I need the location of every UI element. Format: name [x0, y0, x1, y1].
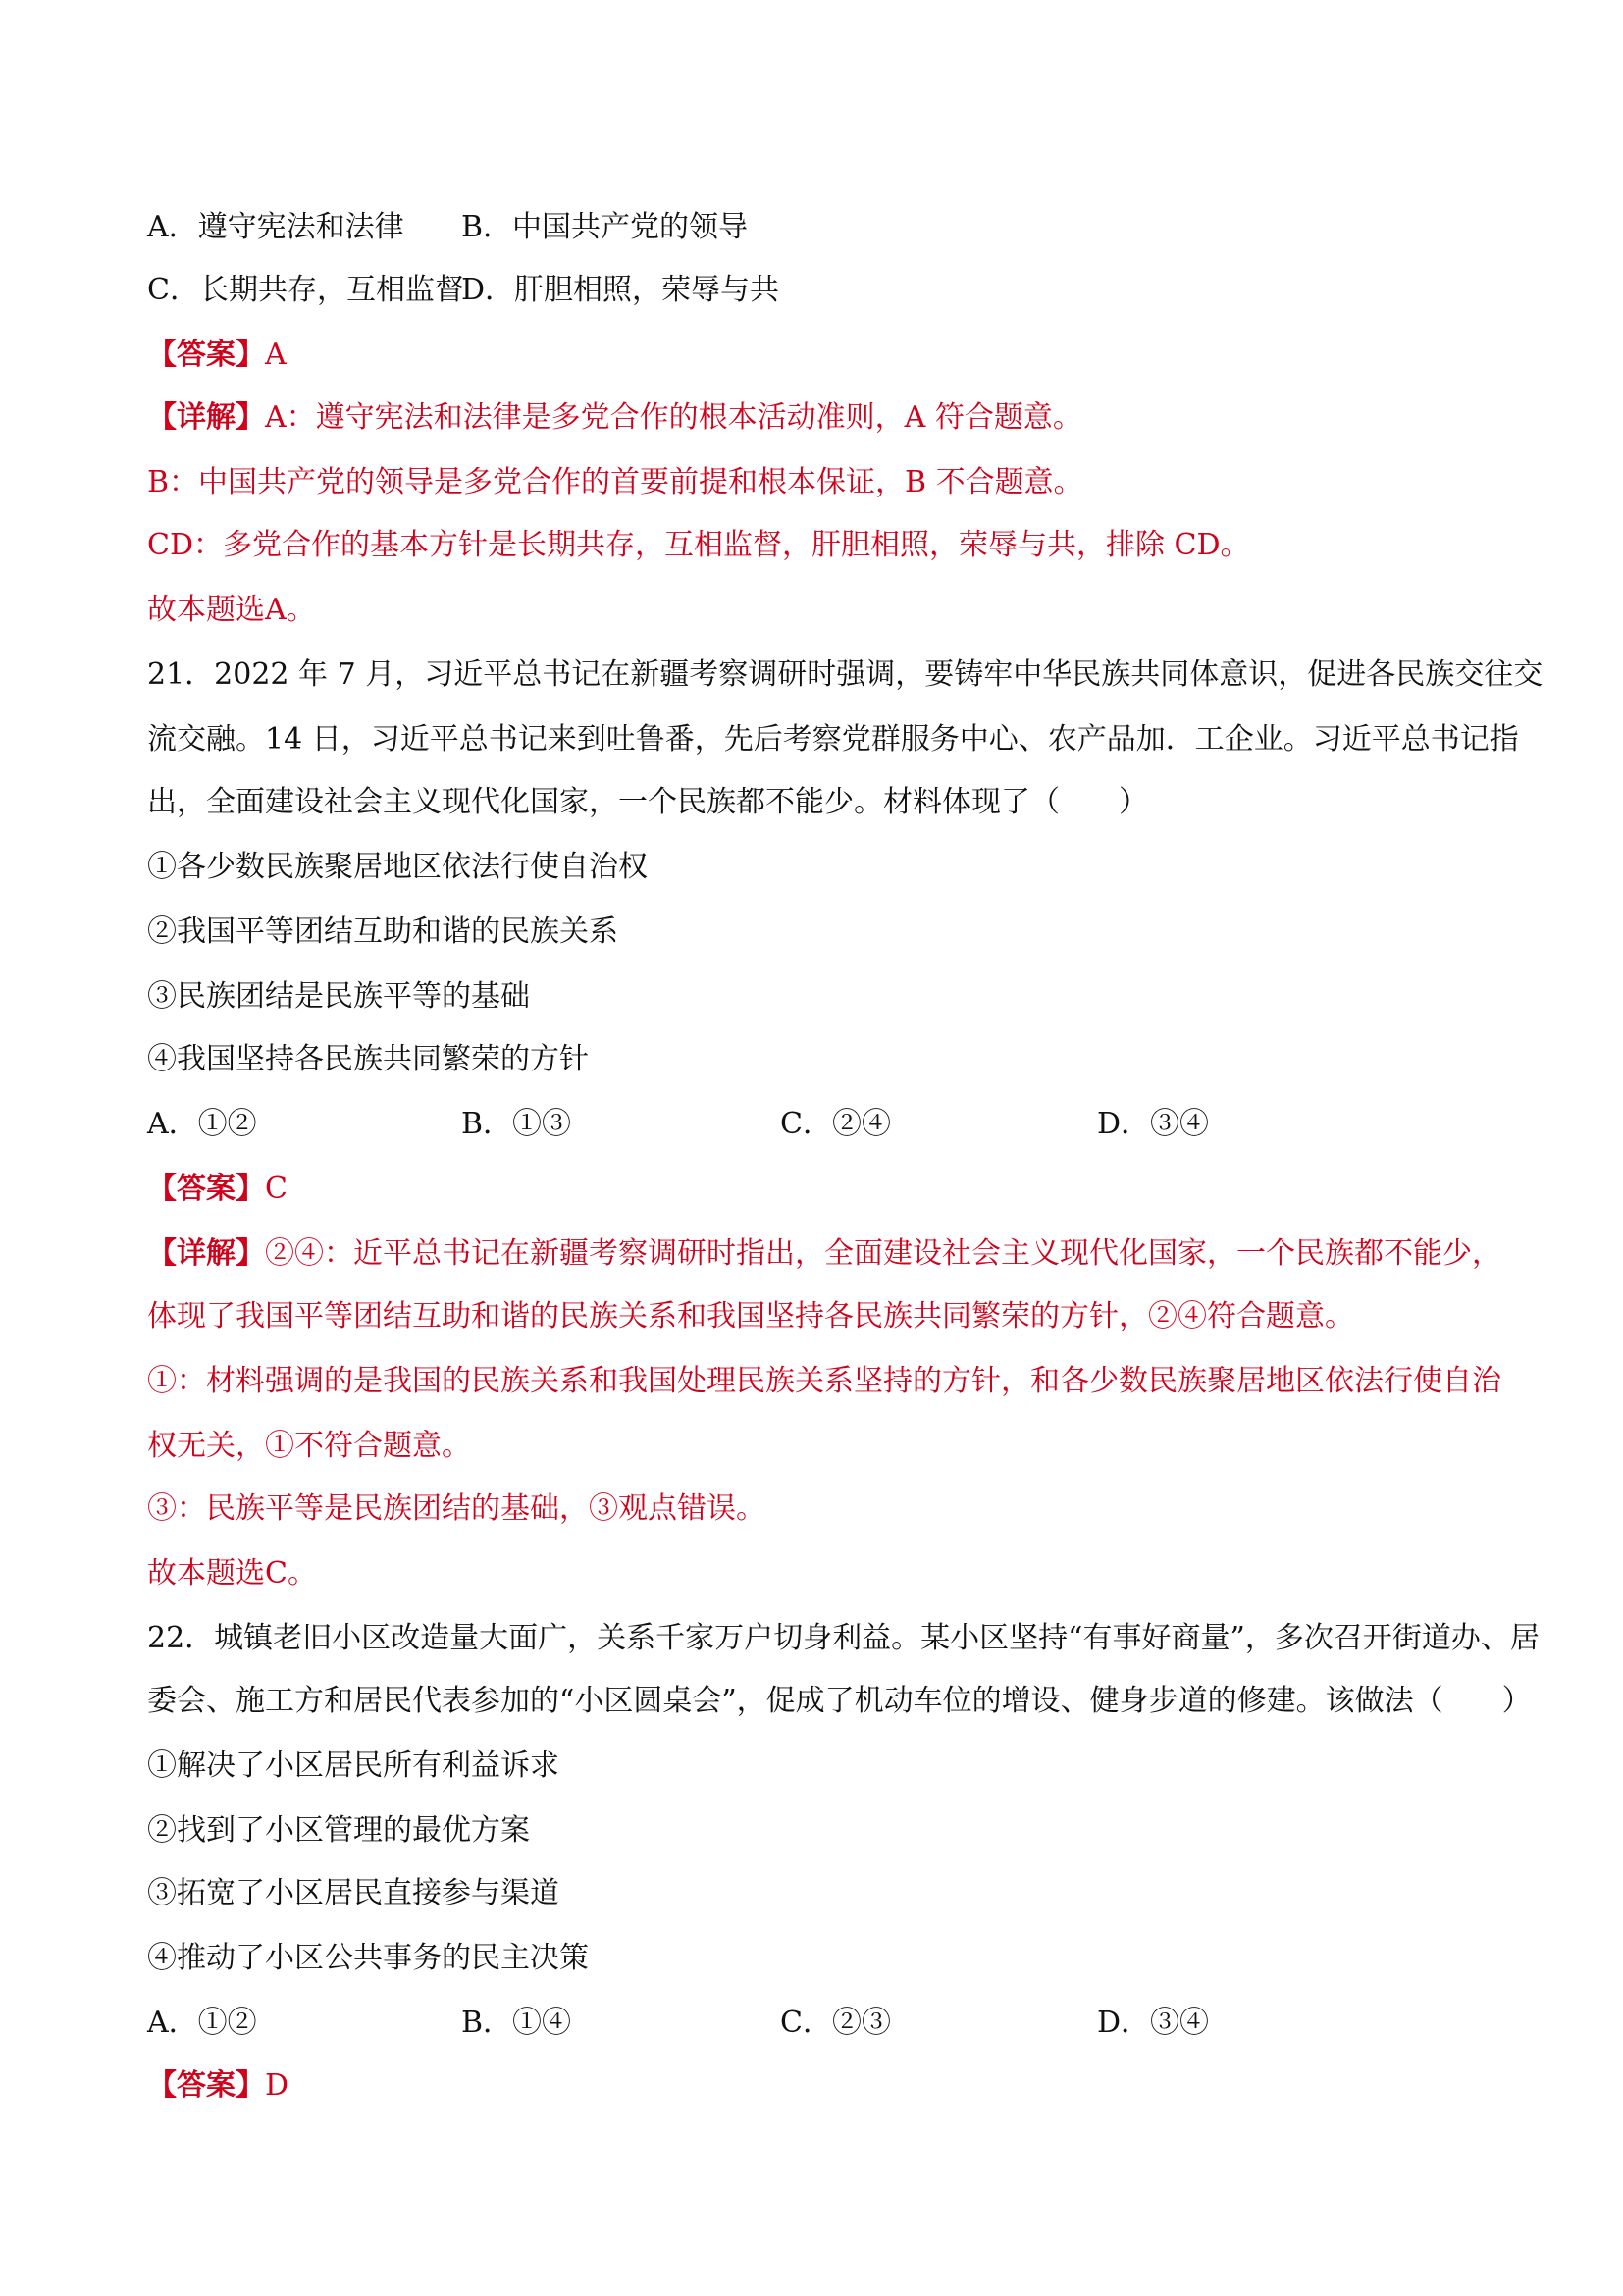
q21-item-2: ②我国平等团结互助和谐的民族关系: [147, 914, 618, 949]
q20-detail-line1: [147, 398, 1492, 438]
q21-choice-c: C．②④: [780, 1107, 891, 1141]
q21-item-4: ④我国坚持各民族共同繁荣的方针: [147, 1042, 589, 1076]
detail-label: 【详解】: [147, 1236, 265, 1271]
answer-value: D: [265, 2068, 289, 2103]
q20-option-c: C．长期共存，互相监督: [147, 273, 464, 307]
q22-stem-line1: 22．城镇老旧小区改造量大面广，关系千家万户切身利益。某小区坚持“有事好商量”，多次召开街道办、居: [147, 1621, 1540, 1655]
q22-item-2: ②找到了小区管理的最优方案: [147, 1813, 530, 1848]
detail-text: A：遵守宪法和法律是多党合作的根本活动准则，A 符合题意。: [265, 400, 1082, 435]
q22-stem-line2: 委会、施工方和居民代表参加的“小区圆桌会”，促成了机动车位的增设、健身步道的修建。该做法（ ）: [147, 1684, 1532, 1718]
q21-detail-line2: 体现了我国平等团结互助和谐的民族关系和我国坚持各民族共同繁荣的方针，②④符合题意。: [147, 1299, 1354, 1333]
q22-answer: [147, 2066, 1492, 2106]
q20-detail-line2: B：中国共产党的领导是多党合作的首要前提和根本保证，B 不合题意。: [147, 465, 1083, 499]
q22-choice-d: D．③④: [1097, 2006, 1210, 2040]
q21-choice-a: A．①②: [147, 1107, 257, 1141]
q22-item-4: ④推动了小区公共事务的民主决策: [147, 1941, 589, 1975]
q20-answer: [147, 336, 1492, 375]
q22-choice-a: A．①②: [147, 2006, 257, 2040]
q21-detail-line3: ①：材料强调的是我国的民族关系和我国处理民族关系坚持的方针，和各少数民族聚居地区依法行使自治: [147, 1364, 1501, 1398]
q21-choice-d: D．③④: [1097, 1107, 1210, 1141]
q21-detail-line1: [147, 1234, 1501, 1274]
q20-option-d: D．肝胆相照，荣辱与共: [461, 273, 780, 307]
q20-detail-line3: CD：多党合作的基本方针是长期共存，互相监督，肝胆相照，荣辱与共，排除 CD。: [147, 528, 1250, 562]
q22-item-1: ①解决了小区居民所有利益诉求: [147, 1748, 559, 1783]
detail-label: 【详解】: [147, 400, 265, 435]
q21-detail-line4: 权无关，①不符合题意。: [147, 1429, 471, 1463]
detail-text: ②④：近平总书记在新疆考察调研时指出，全面建设社会主义现代化国家，一个民族都不能少，: [265, 1236, 1501, 1271]
q21-detail-line5: ③：民族平等是民族团结的基础，③观点错误。: [147, 1491, 765, 1526]
q22-item-3: ③拓宽了小区居民直接参与渠道: [147, 1876, 559, 1910]
q21-conclusion: 故本题选C。: [147, 1556, 317, 1591]
q21-stem-line2: 流交融。14 日，习近平总书记来到吐鲁番，先后考察党群服务中心、农产品加．工企业。习近平总书记指: [147, 722, 1519, 757]
answer-label: 【答案】: [147, 2068, 265, 2103]
q20-option-a: A．遵守宪法和法律: [147, 210, 404, 244]
q21-answer: [147, 1170, 1492, 1209]
q22-choice-c: C．②③: [780, 2006, 891, 2040]
q21-stem-line1: 21．2022 年 7 月，习近平总书记在新疆考察调研时强调，要铸牢中华民族共同体意识，促进各民族交往交: [147, 657, 1544, 692]
q20-conclusion: 故本题选A。: [147, 593, 316, 627]
q21-choice-b: B．①③: [461, 1107, 572, 1141]
answer-value: A: [265, 338, 287, 372]
answer-value: C: [265, 1172, 288, 1206]
q22-choice-b: B．①④: [461, 2006, 572, 2040]
answer-label: 【答案】: [147, 338, 265, 372]
q20-option-b: B．中国共产党的领导: [461, 210, 749, 244]
q21-item-1: ①各少数民族聚居地区依法行使自治权: [147, 850, 648, 884]
q21-stem-line3: 出，全面建设社会主义现代化国家，一个民族都不能少。材料体现了（ ）: [147, 785, 1148, 819]
q21-item-3: ③民族团结是民族平等的基础: [147, 979, 530, 1014]
answer-label: 【答案】: [147, 1172, 265, 1206]
